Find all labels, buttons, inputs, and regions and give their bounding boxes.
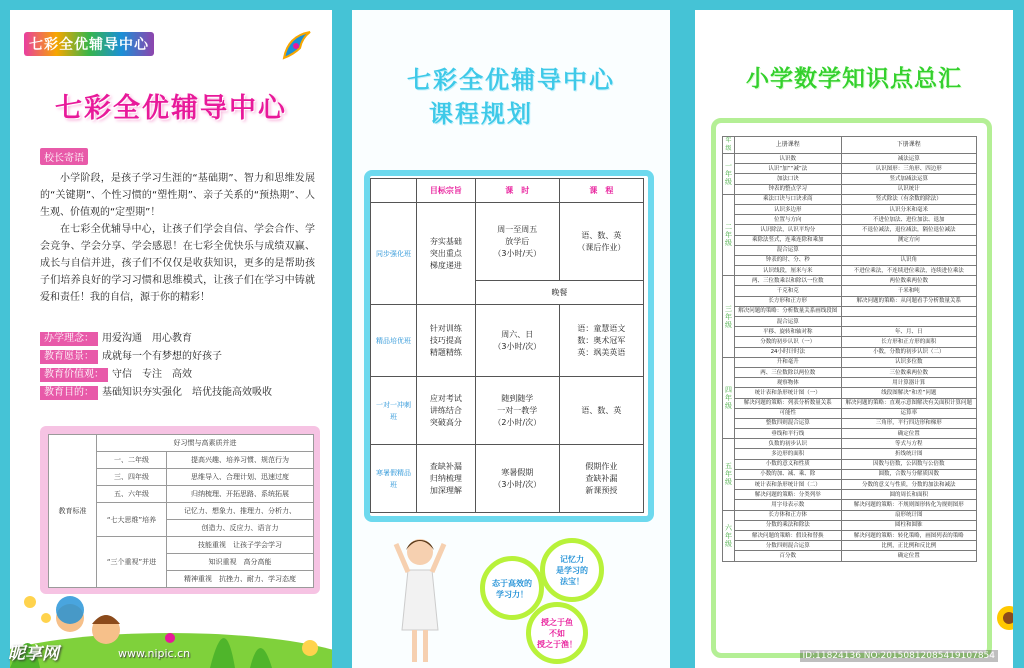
- motto-label: 教育愿景：: [40, 350, 98, 364]
- math-row: [723, 429, 977, 439]
- second-term-topic: 千米和吨: [841, 286, 976, 296]
- second-term-topic: 年、月、日: [841, 327, 976, 337]
- second-term-topic: 三角形，平行四边形和梯形: [841, 418, 976, 428]
- course-title-line2: 课程规划: [429, 100, 533, 128]
- second-term-topic: 认识图形：三角形、四边形: [841, 164, 976, 174]
- second-term-topic: 比例，正比例和反比例: [841, 541, 976, 551]
- header-second-term: 下册课程: [841, 137, 976, 154]
- bubble-memory: 记忆力 是学习的 法宝！: [540, 538, 604, 602]
- second-term-topic: 认识统计: [841, 184, 976, 194]
- math-row: [723, 215, 977, 225]
- first-term-topic: 混合运算: [735, 317, 842, 327]
- motto-value: 基础知识夯实强化 培优技能高效吸收: [102, 387, 272, 398]
- math-row: [723, 541, 977, 551]
- math-panel: [695, 10, 1013, 668]
- second-term-topic: 解决问题的策略：转化策略，画图列表的策略: [841, 530, 976, 540]
- first-term-topic: 解决问题的策略：分析数量关系画线段图: [735, 306, 842, 316]
- first-term-topic: 分数的初步认识（一）: [735, 337, 842, 347]
- goal-cell: 针对训练 技巧提高 精题精练: [417, 305, 476, 377]
- dinner-cell: 晚餐: [475, 281, 643, 305]
- class-name: 寒暑假精品班: [371, 445, 417, 513]
- math-row: [723, 500, 977, 510]
- second-term-topic: 竖式加减法运算: [841, 174, 976, 184]
- first-term-topic: 小数的意义和性质: [735, 459, 842, 469]
- standards-cell: [167, 554, 314, 571]
- standards-subcell: 让孩子学会学习: [233, 541, 282, 549]
- header-course: 课 程: [559, 179, 643, 203]
- second-term-topic: 分数的意义与性质，分数的加法和减法: [841, 480, 976, 490]
- math-row: [723, 255, 977, 265]
- first-term-topic: 乘除法竖式，连乘连除和乘加: [735, 235, 842, 245]
- standards-subcell: 精神重视: [184, 575, 212, 583]
- standards-cell: 思维导入、合理计划、迅速过度: [167, 469, 314, 486]
- corner-cell: [371, 179, 417, 203]
- first-term-topic: 整数四则混合运算: [735, 418, 842, 428]
- standards-side-label: 教育标准: [49, 435, 97, 588]
- math-row: [723, 296, 977, 306]
- first-term-topic: 多边形的面积: [735, 449, 842, 459]
- math-row: [723, 235, 977, 245]
- second-term-topic: 不退位减法，退位减法，隔位退位减法: [841, 225, 976, 235]
- second-term-topic: 圆柱和圆锥: [841, 520, 976, 530]
- watermark-brand: 昵享网: [8, 644, 59, 664]
- math-row: [723, 439, 977, 449]
- grade-label: 四年级: [723, 357, 735, 439]
- header-goal: 目标宗旨: [417, 179, 476, 203]
- math-row: [723, 174, 977, 184]
- motto-row: [40, 368, 192, 382]
- first-term-topic: 两、三位数除以两位数: [735, 367, 842, 377]
- first-term-topic: 认识“加”“减”法: [735, 164, 842, 174]
- goal-cell: 夯实基础 突出重点 梯度递进: [417, 203, 476, 305]
- course-cell: 假期作业 查缺补漏 新课预授: [559, 445, 643, 513]
- first-term-topic: 解决问题的策略：假设和替换: [735, 530, 842, 540]
- standards-cell: [167, 537, 314, 554]
- second-term-topic: 小数，分数的初步认识（二）: [841, 347, 976, 357]
- math-row: [723, 164, 977, 174]
- math-row: [723, 480, 977, 490]
- second-term-topic: 认识角: [841, 255, 976, 265]
- math-row: [723, 551, 977, 561]
- first-term-topic: 钟表的整点学习: [735, 184, 842, 194]
- first-term-topic: 负数的初步认识: [735, 439, 842, 449]
- header-time: 课 时: [475, 179, 559, 203]
- second-term-topic: 解决问题的策略：从问题看手分析数量关系: [841, 296, 976, 306]
- time-cell: 寒暑假期 （3小时/次）: [475, 445, 559, 513]
- math-row: [723, 276, 977, 286]
- class-name: 同步强化班: [371, 203, 417, 305]
- math-title: 小学数学知识点总汇: [746, 66, 962, 92]
- second-term-topic: 等式与方程: [841, 439, 976, 449]
- second-term-topic: 不进位加法、进位加法、退加: [841, 215, 976, 225]
- math-row: [723, 245, 977, 255]
- motto-row: [40, 332, 192, 346]
- math-row: [723, 469, 977, 479]
- paragraph-1: 小学阶段，是孩子学习生涯的“基础期”、智力和思维发展的“关键期”、个性习惯的“塑性期”、亲子关系的“预热期”、人生观、价值观的“定型期”！: [40, 173, 315, 218]
- second-term-topic: 三位数乘两位数: [841, 367, 976, 377]
- standards-cell: “三个重视”并进: [97, 537, 167, 588]
- motto-row: [40, 386, 272, 400]
- first-term-topic: 24小时计时法: [735, 347, 842, 357]
- center-logo: 七彩全优辅导中心: [24, 32, 154, 56]
- principal-tag: 校长寄语: [40, 148, 88, 165]
- boomerang-icon: [280, 28, 314, 62]
- math-row: [723, 378, 977, 388]
- grade-label: 六年级: [723, 510, 735, 561]
- course-cell: 语：童慧语文 数：奥术冠军 英：飒美英语: [559, 305, 643, 377]
- second-term-topic: 认识多位数: [841, 357, 976, 367]
- second-term-topic: 运算率: [841, 408, 976, 418]
- course-cell: 语、数、英: [559, 377, 643, 445]
- standards-cell: “七大思维”培养: [97, 503, 167, 537]
- header-grade: 年级: [723, 137, 735, 154]
- grade-label: 三年级: [723, 276, 735, 358]
- math-row: [723, 204, 977, 214]
- math-row: [723, 520, 977, 530]
- first-term-topic: 垂线和平行线: [735, 429, 842, 439]
- second-term-topic: 测定方向: [841, 235, 976, 245]
- math-row: [723, 459, 977, 469]
- second-term-topic: 扇形统计图: [841, 510, 976, 520]
- standards-cell: 一、二年级: [97, 452, 167, 469]
- course-cell: 语、数、英 （课后作业）: [559, 203, 643, 281]
- motto-label: 教育目的：: [40, 386, 98, 400]
- math-row: [723, 266, 977, 276]
- first-term-topic: 升和毫升: [735, 357, 842, 367]
- header-first-term: 上册课程: [735, 137, 842, 154]
- second-term-topic: 竖式除法（有余数的除法）: [841, 194, 976, 204]
- motto-row: [40, 350, 222, 364]
- math-row: [723, 510, 977, 520]
- math-row: [723, 317, 977, 327]
- standards-subcell: 抗挫力、耐力、学习态度: [219, 575, 296, 583]
- math-row: [723, 530, 977, 540]
- math-row: [723, 490, 977, 500]
- math-row: [723, 184, 977, 194]
- math-row: [723, 154, 977, 164]
- standards-subcell: 知识重视: [208, 558, 237, 566]
- standards-cell: 归纳梳理、开拓思路、系统拓展: [167, 486, 314, 503]
- first-term-topic: 认识数: [735, 154, 842, 164]
- math-row: [723, 357, 977, 367]
- motto-label: 办学理念：: [40, 332, 98, 346]
- girl-illustration: [390, 530, 450, 668]
- second-term-topic: 解决问题的策略：直观示意图解决有关面积计算问题: [841, 398, 976, 408]
- math-row: [723, 225, 977, 235]
- first-term-topic: 可能性: [735, 408, 842, 418]
- first-term-topic: 乘法口诀与口诀求商: [735, 194, 842, 204]
- watermark-url: www.nipic.cn: [118, 647, 191, 660]
- first-term-topic: 钟表的时、分、秒: [735, 255, 842, 265]
- motto-value: 守信 专注 高效: [112, 369, 192, 380]
- principal-message: [40, 170, 315, 306]
- first-term-topic: 加法口诀: [735, 174, 842, 184]
- first-term-topic: 长方体和正方体: [735, 510, 842, 520]
- second-term-topic: [841, 306, 976, 316]
- math-row: [723, 337, 977, 347]
- math-row: [723, 408, 977, 418]
- motto-value: 用爱沟通 用心教育: [102, 333, 192, 344]
- second-term-topic: 不进位乘法，不连续进位乘法，连续进位乘法: [841, 266, 976, 276]
- intro-panel: [10, 10, 332, 668]
- standards-cell: 创造力、反应力、语言力: [167, 520, 314, 537]
- motto-value: 成就每一个有梦想的好孩子: [102, 351, 222, 362]
- first-term-topic: 小数的加、减、乘、除: [735, 469, 842, 479]
- second-term-topic: [841, 317, 976, 327]
- second-term-topic: 解决问题的策略：不规则图形转化为规则图形: [841, 500, 976, 510]
- first-term-topic: 用字母表示数: [735, 500, 842, 510]
- paragraph-2: 在七彩全优辅导中心，让孩子们学会自信、学会合作、学会竞争、学会分享、学会感恩！在七彩全优快乐与成绩双赢、成长与自信并进，孩子们不仅仅是收获知识，更多的是帮助孩子们培养良好的学习习惯和思维模式，让孩子们在学习中铸就爱和责任！我的自信，源于你的精彩！: [40, 224, 315, 303]
- first-term-topic: 解决问题的策略：列表分析数量关系: [735, 398, 842, 408]
- math-row: [723, 194, 977, 204]
- first-term-topic: 位置与方向: [735, 215, 842, 225]
- second-term-topic: 两位数乘两位数: [841, 276, 976, 286]
- first-term-topic: 认识除法，认识平均分: [735, 225, 842, 235]
- grade-label: 一年级: [723, 154, 735, 195]
- center-title: 七彩全优辅导中心: [55, 93, 287, 124]
- math-row: [723, 398, 977, 408]
- sunflower-decoration: [989, 588, 1013, 648]
- second-term-topic: 确定位置: [841, 429, 976, 439]
- class-name: 精品培优班: [371, 305, 417, 377]
- first-term-topic: 分数四则混合运算: [735, 541, 842, 551]
- standards-cell: 三、四年级: [97, 469, 167, 486]
- first-term-topic: 解决问题的策略：分类列举: [735, 490, 842, 500]
- second-term-topic: 认识分米和毫米: [841, 204, 976, 214]
- course-title-line1: 七彩全优辅导中心: [407, 66, 615, 94]
- goal-cell: 应对考试 讲练结合 突破高分: [417, 377, 476, 445]
- bubble-learning: 态于高效的 学习力！: [480, 556, 544, 620]
- motto-label: 教育价值观：: [40, 368, 108, 382]
- standards-subcell: 技能重视: [198, 541, 226, 549]
- first-term-topic: 百分数: [735, 551, 842, 561]
- math-row: [723, 286, 977, 296]
- standards-cell: 记忆力、想象力、推理力、分析力、: [167, 503, 314, 520]
- math-row: [723, 327, 977, 337]
- second-term-topic: 因数与倍数，公因数与公倍数: [841, 459, 976, 469]
- first-term-topic: 千克和克: [735, 286, 842, 296]
- first-term-topic: 认识多边形: [735, 204, 842, 214]
- first-term-topic: 两、三位数乘以和除以一位数: [735, 276, 842, 286]
- standards-cell: 提高兴趣、培养习惯、规范行为: [167, 452, 314, 469]
- math-row: [723, 306, 977, 316]
- second-term-topic: 确定位置: [841, 551, 976, 561]
- second-term-topic: 线段图解决“和差”问题: [841, 388, 976, 398]
- second-term-topic: 用计算器计算: [841, 378, 976, 388]
- grade-label: 五年级: [723, 439, 735, 510]
- course-table: [370, 178, 644, 513]
- first-term-topic: 观察物体: [735, 378, 842, 388]
- second-term-topic: 圆数，合数与分解质因数: [841, 469, 976, 479]
- watermark-id: ID:11824136 NO:20150812085419107854: [800, 650, 999, 662]
- math-row: [723, 367, 977, 377]
- course-panel: [352, 10, 670, 668]
- first-term-topic: 统计表和条形统计图（二）: [735, 480, 842, 490]
- time-cell: 周六、日 （3小时/次）: [475, 305, 559, 377]
- first-term-topic: 长方形和正方形: [735, 296, 842, 306]
- first-term-topic: 平移、旋转和轴对称: [735, 327, 842, 337]
- standards-head: 好习惯与高素质并进: [97, 435, 314, 452]
- math-row: [723, 418, 977, 428]
- time-cell: 随到随学 一对一教学 （2小时/次）: [475, 377, 559, 445]
- standards-subcell: 高分高能: [243, 558, 272, 566]
- second-term-topic: 长方形和正方形的面积: [841, 337, 976, 347]
- math-row: [723, 347, 977, 357]
- math-row: [723, 388, 977, 398]
- second-term-topic: [841, 245, 976, 255]
- second-term-topic: 圆的周长和面积: [841, 490, 976, 500]
- goal-cell: 查缺补漏 归纳梳理 加深理解: [417, 445, 476, 513]
- math-table: [722, 136, 977, 562]
- first-term-topic: 认识线段，厘米与米: [735, 266, 842, 276]
- grade-label: 二年级: [723, 194, 735, 276]
- first-term-topic: 混合运算: [735, 245, 842, 255]
- standards-cell: 五、六年级: [97, 486, 167, 503]
- first-term-topic: 分数的乘法和除法: [735, 520, 842, 530]
- standards-table: [48, 434, 314, 588]
- second-term-topic: 减法运算: [841, 154, 976, 164]
- math-row: [723, 449, 977, 459]
- second-term-topic: 折线统计图: [841, 449, 976, 459]
- bubble-proverb: 授之于鱼 不如 授之于渔！: [526, 602, 588, 664]
- first-term-topic: 统计表和条形统计图（一）: [735, 388, 842, 398]
- time-cell: 周一至周五 放学后 （3小时/天）: [475, 203, 559, 281]
- class-name: 一对一冲刺班: [371, 377, 417, 445]
